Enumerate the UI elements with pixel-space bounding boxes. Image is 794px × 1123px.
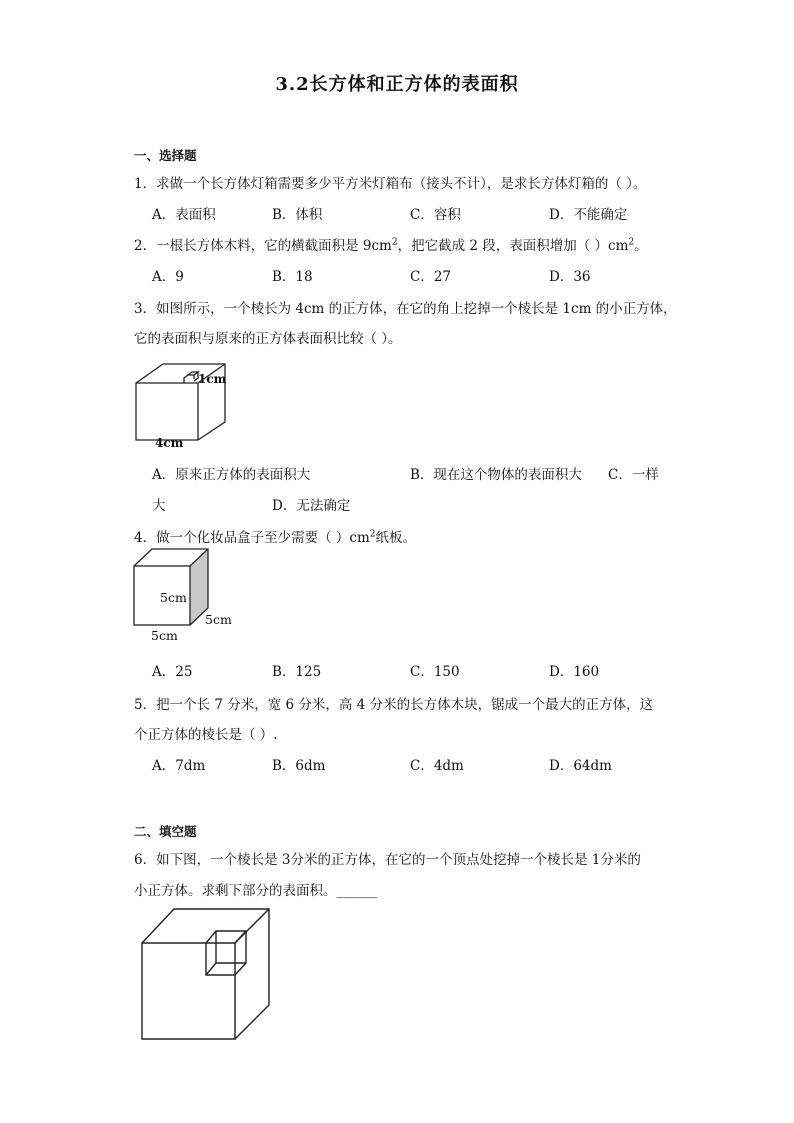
q5-option-a[interactable]: A．7dm [152,758,206,774]
q3-small-cube-label: 1cm [198,372,227,386]
q2-option-a[interactable]: A．9 [152,269,184,285]
q1-option-a[interactable]: A．表面积 [152,207,216,223]
question-5-line-1: 5．把一个长 7 分米，宽 6 分米，高 4 分米的长方体木块，锯成一个最大的正方体，这 [134,697,654,713]
question-6-line-2: 小正方体。求剩下部分的表面积。______ [134,883,377,899]
q3-option-c[interactable]: C．一样 [608,467,659,483]
q2-superscript: 2 [628,237,635,248]
question-3-line-2: 它的表面积与原来的正方体表面积比较（ ）。 [134,331,402,347]
q3-edge-label: 4cm [155,436,184,450]
q2-option-b[interactable]: B．18 [272,269,313,285]
page-title: 3.2长方体和正方体的表面积 [275,74,519,95]
question-3-line-1: 3．如图所示，一个棱长为 4cm 的正方体，在它的角上挖掉一个棱长是 1cm 的小正方体， [134,301,677,317]
q1-option-d[interactable]: D．不能确定 [549,207,628,223]
q2-text-part1: 2．一根长方体木料，它的横截面积是 9cm [134,238,392,254]
section-heading-choice: 一、选择题 [134,148,197,163]
q4-superscript: 2 [369,529,376,540]
q2-text-part2: ，把它截成 2 段，表面积增加（ ）cm [397,238,629,254]
q4-option-b[interactable]: B．125 [272,664,322,680]
q1-option-b[interactable]: B．体积 [272,207,323,223]
q4-front-label: 5cm [160,590,187,605]
question-2-text [134,234,648,254]
question-6-line-1: 6．如下图，一个棱长是 3分米的正方体，在它的一个顶点处挖掉一个棱长是 1分米的 [134,852,641,868]
section-heading-fill: 二、填空题 [134,824,197,839]
q4-text-part1: 4．做一个化妆品盒子至少需要（ ）cm [134,530,370,546]
q4-side-label: 5cm [205,612,232,627]
q2-superscript: 2 [391,237,398,248]
q4-text-part2: 纸板。 [375,530,416,546]
q3-option-a[interactable]: A．原来正方体的表面积大 [152,467,311,483]
q1-option-c[interactable]: C．容积 [410,207,461,223]
question-1-text: 1．求做一个长方体灯箱需要多少平方米灯箱布（接头不计），是求长方体灯箱的（ ）。 [134,176,647,192]
q4-option-c[interactable]: C．150 [410,664,460,680]
q5-option-b[interactable]: B．6dm [272,758,326,774]
q3-option-b[interactable]: B．现在这个物体的表面积大 [410,467,582,483]
q4-option-a[interactable]: A．25 [152,664,193,680]
question-4-text [134,526,416,546]
q5-option-c[interactable]: C．4dm [410,758,464,774]
q4-bottom-label: 5cm [151,628,178,643]
q3-option-d[interactable]: D．无法确定 [272,498,351,514]
q3-option-c-continued: 大 [152,498,166,514]
q5-option-d[interactable]: D．64dm [549,758,612,774]
question-5-line-2: 个正方体的棱长是（ ）. [134,727,278,743]
q2-option-d[interactable]: D．36 [549,269,591,285]
q4-option-d[interactable]: D．160 [549,664,600,680]
q2-option-c[interactable]: C．27 [410,269,452,285]
cube-with-notched-corner-figure [138,905,278,1045]
q2-text-part3: 。 [634,238,648,254]
